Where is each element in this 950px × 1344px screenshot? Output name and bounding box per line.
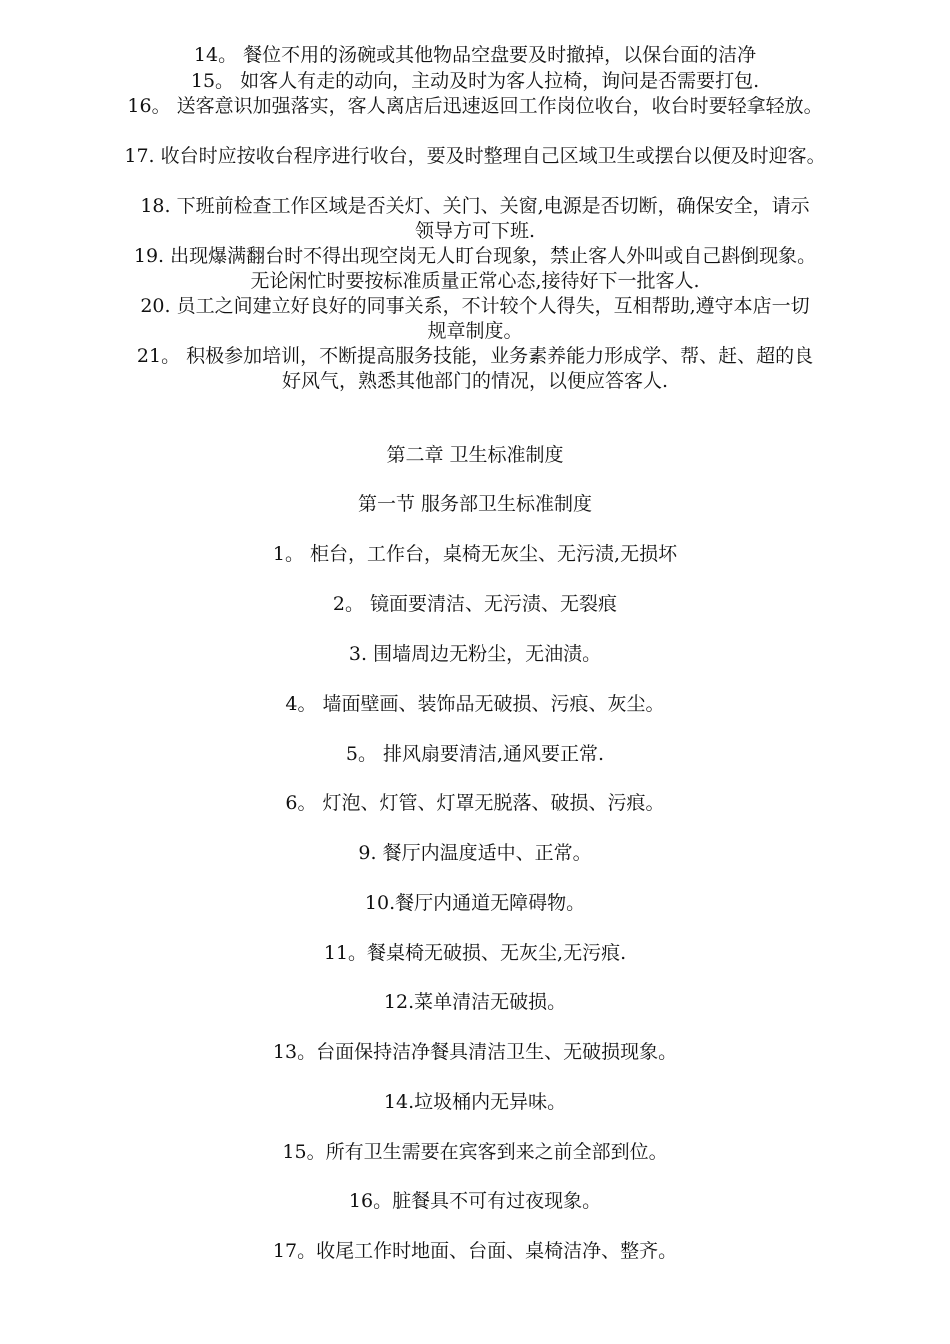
rule-20-line-1: 20. 员工之间建立好良好的同事关系，不计较个人得失，互相帮助,遵守本店一切 <box>140 295 810 317</box>
hygiene-item-11: 11。餐桌椅无破损、无灰尘,无污痕. <box>323 942 627 964</box>
rule-20-line-2: 规章制度。 <box>427 320 523 342</box>
hygiene-item-5: 5。 排风扇要清洁,通风要正常. <box>345 743 605 765</box>
hygiene-item-10: 10.餐厅内通道无障碍物。 <box>364 892 586 914</box>
rule-19-line-1: 19. 出现爆满翻台时不得出现空岗无人盯台现象，禁止客人外叫或自己斟倒现象。 <box>133 245 817 267</box>
hygiene-item-2: 2。 镜面要清洁、无污渍、无裂痕 <box>332 593 618 615</box>
rule-21-line-2: 好风气，熟悉其他部门的情况，以便应答客人. <box>281 370 669 392</box>
rule-19-line-2: 无论闲忙时要按标准质量正常心态,接待好下一批客人. <box>250 270 700 292</box>
rule-16: 16。 送客意识加强落实，客人离店后迅速返回工作岗位收台，收台时要轻拿轻放。 <box>127 95 823 117</box>
hygiene-item-14: 14.垃圾桶内无异味。 <box>383 1091 567 1113</box>
rule-14: 14。 餐位不用的汤碗或其他物品空盘要及时撤掉，以保台面的洁净 <box>193 44 757 66</box>
hygiene-item-6: 6。 灯泡、灯管、灯罩无脱落、破损、污痕。 <box>285 792 665 814</box>
rule-18-line-1: 18. 下班前检查工作区域是否关灯、关门、关窗,电源是否切断，确保安全，请示 <box>140 195 810 217</box>
hygiene-item-16: 16。脏餐具不可有过夜现象。 <box>348 1190 602 1212</box>
rule-18-line-2: 领导方可下班. <box>414 220 536 242</box>
hygiene-item-1: 1。 柜台，工作台，桌椅无灰尘、无污渍,无损坏 <box>272 543 678 565</box>
rule-17: 17. 收台时应按收台程序进行收台，要及时整理自己区域卫生或摆台以便及时迎客。 <box>124 145 826 167</box>
section-title: 第一节 服务部卫生标准制度 <box>357 493 593 515</box>
hygiene-item-15: 15。所有卫生需要在宾客到来之前全部到位。 <box>282 1141 668 1163</box>
rule-15: 15。 如客人有走的动向，主动及时为客人拉椅，询问是否需要打包. <box>190 70 760 92</box>
hygiene-item-9: 9. 餐厅内温度适中、正常。 <box>358 842 592 864</box>
chapter-title: 第二章 卫生标准制度 <box>386 444 564 466</box>
hygiene-item-17: 17。收尾工作时地面、台面、桌椅洁净、整齐。 <box>272 1240 678 1262</box>
hygiene-item-12: 12.菜单清洁无破损。 <box>383 991 567 1013</box>
hygiene-item-4: 4。 墙面壁画、装饰品无破损、污痕、灰尘。 <box>285 693 665 715</box>
rule-21-line-1: 21。 积极参加培训，不断提高服务技能，业务素养能力形成学、帮、赶、超的良 <box>136 345 814 367</box>
hygiene-item-3: 3. 围墙周边无粉尘，无油渍。 <box>348 643 602 665</box>
hygiene-item-13: 13。台面保持洁净餐具清洁卫生、无破损现象。 <box>272 1041 678 1063</box>
